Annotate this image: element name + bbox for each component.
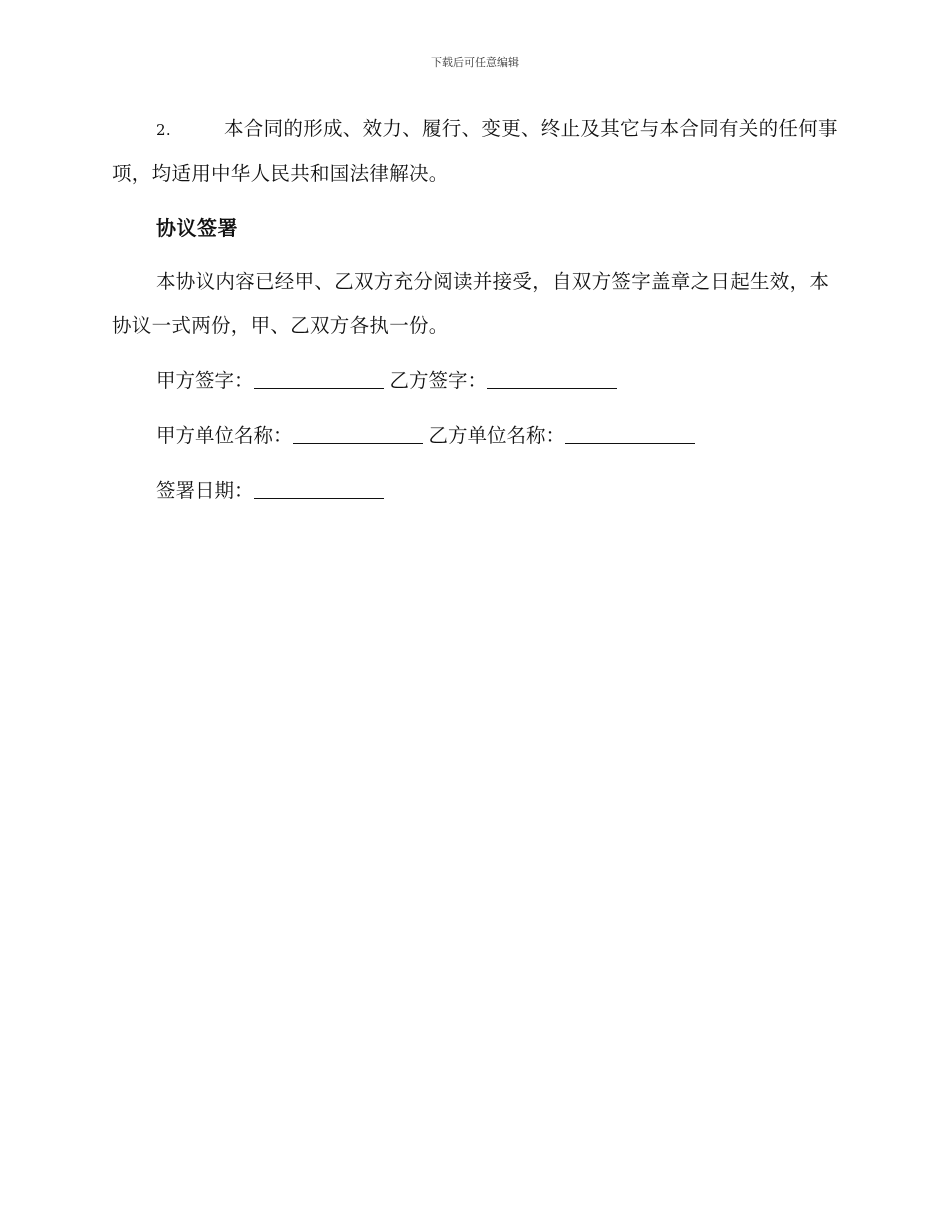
party-b-signature-blank[interactable] <box>487 370 617 389</box>
section-heading: 协议签署 <box>156 216 238 240</box>
clause-number: 2. <box>156 121 171 139</box>
signing-date-blank[interactable] <box>254 480 384 499</box>
signing-date-label: 签署日期： <box>156 479 254 502</box>
party-a-signature-label: 甲方签字： <box>156 369 254 392</box>
party-b-signature-label: 乙方签字： <box>389 369 488 392</box>
party-b-unit-label: 乙方单位名称： <box>428 424 566 447</box>
party-a-unit-label: 甲方单位名称： <box>156 424 293 447</box>
party-b-unit-blank[interactable] <box>565 425 695 444</box>
party-a-signature-blank[interactable] <box>254 370 384 389</box>
page-header-note: 下载后可任意编辑 <box>431 56 519 69</box>
clause-text: 本合同的形成、效力、履行、变更、终止及其它与本合同有关的任何事项，均适用中华人民共和国法律解决。 <box>112 117 838 185</box>
unit-name-row <box>156 423 695 449</box>
signature-row <box>156 368 617 394</box>
date-row <box>156 478 384 504</box>
clause-paragraph <box>112 107 838 196</box>
signing-body: 本协议内容已经甲、乙双方充分阅读并接受，自双方签字盖章之日起生效，本协议一式两份，甲、乙双方各执一份。 <box>112 270 830 337</box>
party-a-unit-blank[interactable] <box>293 425 423 444</box>
